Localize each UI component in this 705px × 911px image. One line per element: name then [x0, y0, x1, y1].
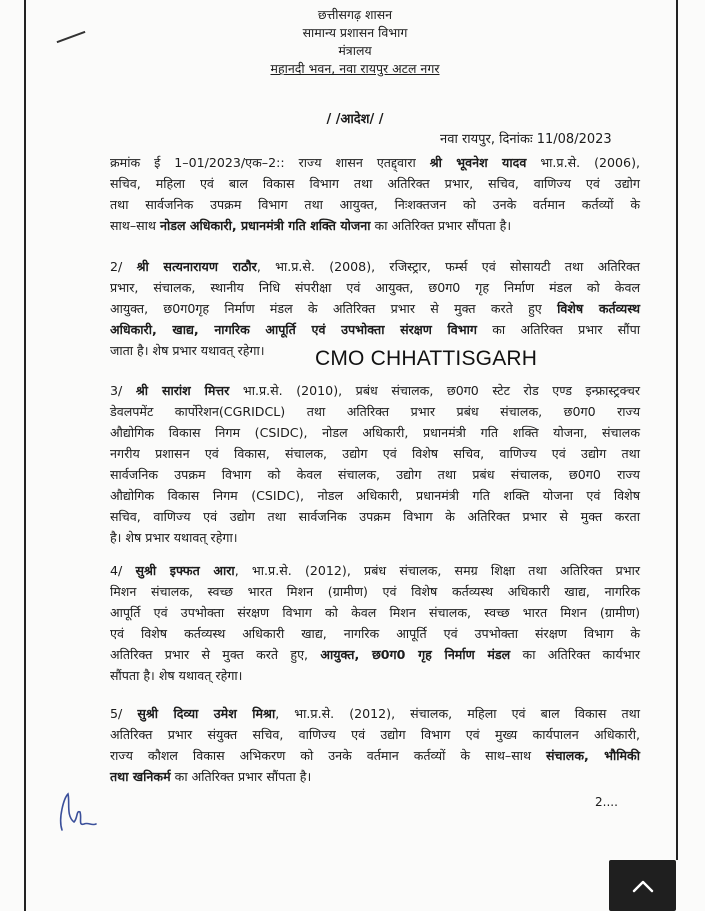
text-segment: तथा सार्वजनिक उपक्रम विभाग तथा आयुक्त, निःशक्तजन को उनके वर्तमान कर्तव्यों के [110, 197, 640, 212]
text-line [110, 582, 640, 603]
bold-text: नोडल अधिकारी, प्रधानमंत्री गति शक्ति योजना [159, 218, 371, 233]
text-line [110, 174, 640, 195]
bold-text: तथा खनिकर्म [110, 769, 171, 784]
text-line [110, 195, 640, 216]
text-line [110, 216, 640, 237]
text-line [110, 423, 640, 444]
paragraph-1 [110, 153, 640, 237]
text-line [110, 603, 640, 624]
pen-mark [57, 31, 86, 43]
text-segment: भा.प्र.से. (2006), [526, 155, 640, 170]
text-segment: मिशन संचालक, स्वच्छ भारत मिशन (ग्रामीण) एवं विशेष कर्तव्यस्थ अधिकारी खाद्य, नागरिक [110, 584, 640, 599]
department-name: सामान्य प्रशासन विभाग [302, 25, 408, 40]
text-line [110, 746, 640, 767]
letterhead [150, 6, 560, 78]
text-line [110, 645, 640, 666]
bold-text: अधिकारी, खाद्य, नागरिक आपूर्ति एवं उपभोक्ता संरक्षण विभाग [110, 322, 477, 337]
text-line [110, 486, 640, 507]
text-segment: आयुक्त, छ0ग0गृह निर्माण मंडल के अतिरिक्त प्रभार से मुक्त करते हुए [110, 301, 558, 316]
text-line [110, 278, 640, 299]
bold-text: सुश्री इफ्फत आरा [135, 563, 235, 578]
paragraph-4 [110, 561, 640, 687]
text-line [110, 767, 640, 788]
order-title: / /आदेश/ / [326, 112, 384, 127]
government-name: छत्तीसगढ़ शासन [317, 7, 393, 22]
bold-text: संचालक, भौमिकी [546, 748, 640, 763]
text-segment: नगरीय प्रशासन एवं विकास, संचालक, उद्योग एवं विशेष सचिव, वाणिज्य एवं उद्योग तथा [110, 446, 640, 461]
text-segment: अतिरिक्त प्रभार संयुक्त सचिव, वाणिज्य एवं उद्योग विभाग एवं मुख्य कार्यपालन अधिकारी, [110, 727, 640, 742]
text-segment: एवं विशेष कर्तव्यस्थ अधिकारी खाद्य, नागरिक आपूर्ति एवं उपभोक्ता संरक्षण विभाग के [110, 626, 640, 641]
ministry-name: मंत्रालय [338, 43, 372, 58]
text-segment: 3/ [110, 383, 136, 398]
text-segment: का अतिरिक्त प्रभार सौंपता है। [170, 769, 312, 784]
text-segment: का अतिरिक्त प्रभार सौंपा [477, 322, 640, 337]
text-line [110, 381, 640, 402]
text-segment: 2/ [110, 259, 137, 274]
text-segment: क्रमांक ई 1–01/2023/एक–2:: राज्य शासन एतद्द्वारा [110, 155, 430, 170]
text-segment: सचिव, वाणिज्य एवं उद्योग तथा सार्वजनिक उपक्रम विभाग के अतिरिक्त प्रभार से मुक्त करता [110, 509, 640, 524]
text-segment: 5/ [110, 706, 138, 721]
text-segment: भा.प्र.से. (2010), प्रबंध संचालक, छ0ग0 स्टेट रोड एण्ड इन्फ्रास्ट्रक्चर [229, 383, 640, 398]
handwritten-signature [52, 788, 102, 838]
text-line [110, 725, 640, 746]
bold-text: आयुक्त, छ0ग0 गृह निर्माण मंडल [320, 647, 511, 662]
office-address: महानदी भवन, नवा रायपुर अटल नगर [270, 61, 440, 76]
text-line [110, 402, 640, 423]
text-line [110, 561, 640, 582]
paragraph-3 [110, 381, 640, 549]
page-border-right [676, 0, 678, 860]
text-segment: डेवलपमेंट कार्पोरेशन(CGRIDCL) तथा अतिरिक्त प्रभार प्रबंध संचालक, छ0ग0 राज्य [110, 404, 640, 419]
page-border-left [24, 0, 26, 911]
text-line [110, 465, 640, 486]
chevron-up-icon [632, 879, 654, 893]
text-segment: जाता है। शेष प्रभार यथावत् रहेगा। [110, 343, 265, 358]
text-line [110, 299, 640, 320]
text-line [110, 257, 640, 278]
text-segment: का अतिरिक्त कार्यभार [510, 647, 641, 662]
text-segment: का अतिरिक्त प्रभार सौंपता है। [370, 218, 512, 233]
text-segment: प्रभार, संचालक, स्थानीय निधि संपरीक्षा एवं आयुक्त, छ0ग0 गृह निर्माण मंडल को केवल [110, 280, 640, 295]
text-line [110, 444, 640, 465]
text-segment: औद्योगिक विकास निगम (CSIDC), नोडल अधिकारी, प्रधानमंत्री गति शक्ति योजना एवं विशेष [110, 488, 640, 503]
text-segment: , भा.प्र.से. (2008), रजिस्ट्रार, फर्म्स एवं सोसायटी तथा अतिरिक्त [256, 259, 640, 274]
text-segment: , भा.प्र.से. (2012), प्रबंध संचालक, समग्र शिक्षा तथा अतिरिक्त प्रभार [234, 563, 641, 578]
text-segment: सचिव, महिला एवं बाल विकास विभाग तथा अतिरिक्त प्रभार, सचिव, वाणिज्य एवं उद्योग [110, 176, 640, 191]
paragraph-5 [110, 704, 640, 788]
text-segment: साथ–साथ [110, 218, 160, 233]
text-segment: , भा.प्र.से. (2012), संचालक, महिला एवं बाल विकास तथा [275, 706, 640, 721]
text-segment: है। शेष प्रभार यथावत् रहेगा। [110, 530, 238, 545]
text-segment: राज्य कौशल विकास अभिकरण को उनके वर्तमान कर्तव्यों के साथ–साथ [110, 748, 547, 763]
text-line [110, 528, 640, 549]
text-line [110, 624, 640, 645]
text-segment: आपूर्ति एवं उपभोक्ता संरक्षण विभाग को केवल मिशन संचालक, स्वच्छ भारत मिशन (ग्रामीण) [110, 605, 640, 620]
text-line [110, 507, 640, 528]
bold-text: विशेष कर्तव्यस्थ [557, 301, 640, 316]
bold-text: सुश्री दिव्या उमेश मिश्रा [137, 706, 276, 721]
text-line [110, 666, 640, 687]
text-segment: सौंपता है। शेष यथावत् रहेगा। [110, 668, 243, 683]
text-line [110, 704, 640, 725]
bold-text: श्री सारांश मित्तर [135, 383, 230, 398]
bold-text: श्री भूवनेश यादव [429, 155, 527, 170]
text-line [110, 320, 640, 341]
date-line: नवा रायपुर, दिनांकः 11/08/2023 [440, 132, 612, 147]
bold-text: श्री सत्यनारायण राठौर [136, 259, 257, 274]
scroll-to-top-button[interactable] [609, 860, 676, 911]
text-segment: अतिरिक्त प्रभार से मुक्त करते हुए, [110, 647, 321, 662]
text-segment: 4/ [110, 563, 136, 578]
text-line [110, 153, 640, 174]
page-continuation: 2.... [595, 795, 618, 809]
text-segment: औद्योगिक विकास निगम (CSIDC), नोडल अधिकारी, प्रधानमंत्री गति शक्ति योजना, संचालक [110, 425, 640, 440]
text-segment: सार्वजनिक उपक्रम विभाग को केवल संचालक, उद्योग तथा प्रबंध संचालक, छ0ग0 राज्य [110, 467, 640, 482]
watermark-text: CMO CHHATTISGARH [315, 347, 538, 370]
